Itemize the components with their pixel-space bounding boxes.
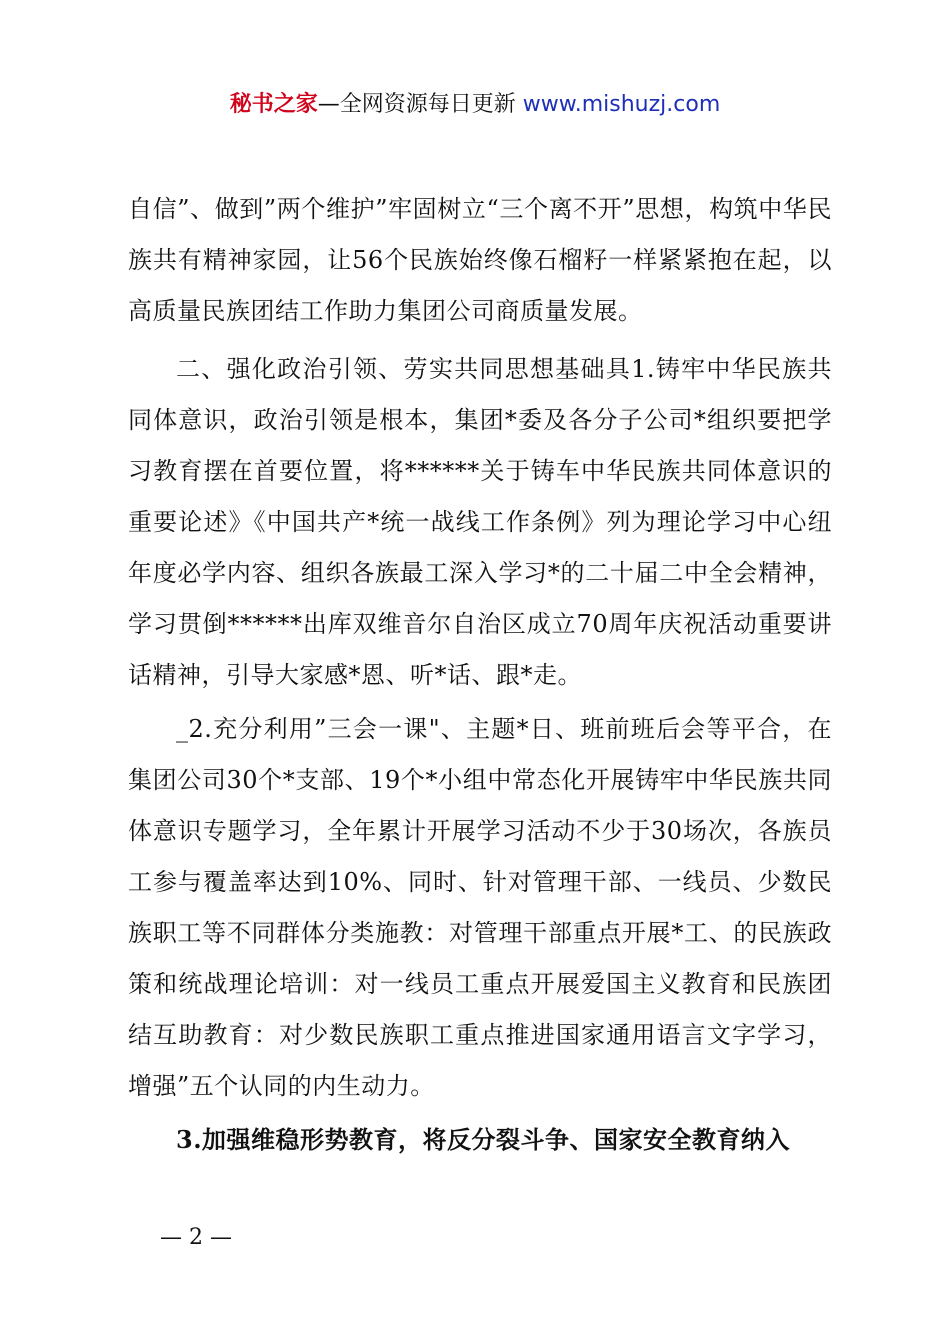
site-header xyxy=(0,88,950,122)
paragraph-3: _2.充分利用”三会一课"、主题*日、班前班后会等平合，在集团公司30个*支部、19个*小组中常态化开展铸牢中华民族共同体意识专题学习，全年累计开展学习活动不少于30场次，各族员工参与覆盖率达到10%、同时、针对管理干部、一线员、少数民族职工等不同群体分类施教：对管理干部重点开展*工、的民族政策和统战理论培训：对一线员工重点开展爱国主义教育和民族团结互助教育：对少数民族职工重点推进国家通用语言文字学习，增强”五个认同的内生动力。 xyxy=(128,715,832,1100)
site-tagline: —全网资源每日更新 xyxy=(317,92,523,117)
page-number: — 2 — xyxy=(160,1225,232,1250)
paragraph-4-heading: 3.加强维稳形势教育，将反分裂斗争、国家安全教育纳入 xyxy=(176,1125,791,1154)
paragraph-2: 二、强化政治引领、劳实共同思想基础具1.铸牢中华民族共同体意识，政治引领是根本，集团*委及各分子公司*组织要把学习教育摆在首要位置，将******关于铸车中华民族共同体意识的重要论述》《中国共产*统一战线工作条例》列为理论学习中心纽年度必学内容、组织各族最工深入学习*的二十届二中全会精神，学习贯倒******出库双维音尔自治区成立70周年庆祝活动重要讲话精神，引导大家感*恩、听*话、跟*走。 xyxy=(128,355,832,689)
site-url-link[interactable]: www.mishuzj.com xyxy=(522,92,721,117)
paragraph-1: 自信”、做到”两个维护”牢固树立“三个离不开”思想，构筑中华民族共有精神家园，让56个民族始终像石榴籽一样紧紧抱在起，以高质量民族团结工作助力集团公司商质量发展。 xyxy=(128,195,832,325)
site-brand: 秘书之家 xyxy=(229,92,318,117)
